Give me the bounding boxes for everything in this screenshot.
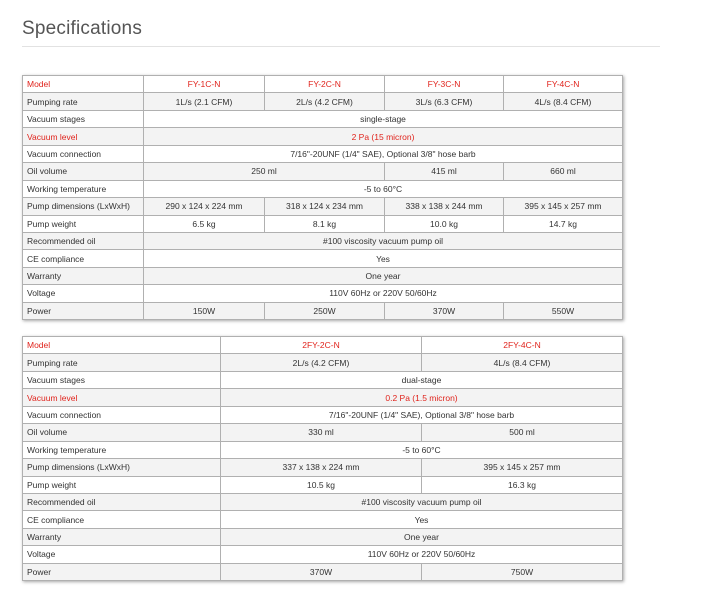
table-row: [23, 424, 623, 441]
row-label-vacuum-stages: Vacuum stages: [23, 110, 144, 127]
row-label-pump-weight: Pump weight: [23, 476, 221, 493]
table-row: [23, 180, 623, 197]
table-cell: -5 to 60°C: [144, 180, 623, 197]
row-label-power: Power: [23, 563, 221, 580]
table-cell: 250 ml: [144, 163, 385, 180]
table-row: [23, 441, 623, 458]
model-name: FY-2C-N: [265, 76, 385, 93]
row-label-pump-weight: Pump weight: [23, 215, 144, 232]
table-row: [23, 493, 623, 510]
table-row: [23, 128, 623, 145]
row-label-ce-compliance: CE compliance: [23, 511, 221, 528]
table-cell: 7/16"-20UNF (1/4" SAE), Optional 3/8" hose barb: [221, 406, 623, 423]
table-cell: 14.7 kg: [504, 215, 623, 232]
table-row: [23, 528, 623, 545]
model-name: FY-4C-N: [504, 76, 623, 93]
table-cell: 110V 60Hz or 220V 50/60Hz: [144, 285, 623, 302]
table-cell: 250W: [265, 302, 385, 319]
row-label-vacuum-connection: Vacuum connection: [23, 145, 144, 162]
table-cell: 750W: [422, 563, 623, 580]
table-cell: 10.0 kg: [385, 215, 504, 232]
model-name: FY-1C-N: [144, 76, 265, 93]
table-row: [23, 476, 623, 493]
table-cell: 2 Pa (15 micron): [144, 128, 623, 145]
table-row: [23, 285, 623, 302]
row-label-pump-dimensions: Pump dimensions (LxWxH): [23, 198, 144, 215]
table-cell: Yes: [221, 511, 623, 528]
row-label-recommended-oil: Recommended oil: [23, 493, 221, 510]
table-cell: 660 ml: [504, 163, 623, 180]
table-cell: #100 viscosity vacuum pump oil: [144, 232, 623, 249]
table-cell: 330 ml: [221, 424, 422, 441]
table-cell: #100 viscosity vacuum pump oil: [221, 493, 623, 510]
table-cell: 338 x 138 x 244 mm: [385, 198, 504, 215]
table-row: [23, 459, 623, 476]
row-label-pumping-rate: Pumping rate: [23, 93, 144, 110]
table-row: [23, 389, 623, 406]
spec-table-dual-stage: [22, 336, 623, 581]
table-cell: One year: [221, 528, 623, 545]
table-cell: 7/16"-20UNF (1/4" SAE), Optional 3/8" hose barb: [144, 145, 623, 162]
row-label-oil-volume: Oil volume: [23, 424, 221, 441]
table-cell: 150W: [144, 302, 265, 319]
table-row: [23, 76, 623, 93]
table-row: [23, 198, 623, 215]
row-label-recommended-oil: Recommended oil: [23, 232, 144, 249]
table-cell: -5 to 60°C: [221, 441, 623, 458]
row-label-warranty: Warranty: [23, 267, 144, 284]
table-cell: 3L/s (6.3 CFM): [385, 93, 504, 110]
table-cell: 395 x 145 x 257 mm: [504, 198, 623, 215]
table-row: [23, 163, 623, 180]
row-label-voltage: Voltage: [23, 285, 144, 302]
table-cell: 290 x 124 x 224 mm: [144, 198, 265, 215]
table-row: [23, 563, 623, 580]
table-cell: One year: [144, 267, 623, 284]
table-row: [23, 250, 623, 267]
row-label-oil-volume: Oil volume: [23, 163, 144, 180]
table-cell: 16.3 kg: [422, 476, 623, 493]
table-cell: 4L/s (8.4 CFM): [504, 93, 623, 110]
table-cell: 110V 60Hz or 220V 50/60Hz: [221, 546, 623, 563]
table-cell: 370W: [385, 302, 504, 319]
table-cell: 6.5 kg: [144, 215, 265, 232]
table-row: [23, 406, 623, 423]
row-label-working-temperature: Working temperature: [23, 180, 144, 197]
table-cell: 8.1 kg: [265, 215, 385, 232]
table-cell: 2L/s (4.2 CFM): [221, 354, 422, 371]
table-cell: 10.5 kg: [221, 476, 422, 493]
table-cell: 500 ml: [422, 424, 623, 441]
table-cell: 318 x 124 x 234 mm: [265, 198, 385, 215]
title-divider: [22, 46, 660, 47]
model-name: FY-3C-N: [385, 76, 504, 93]
row-label-model: Model: [23, 337, 221, 354]
model-name: 2FY-2C-N: [221, 337, 422, 354]
table-cell: 2L/s (4.2 CFM): [265, 93, 385, 110]
table-row: [23, 302, 623, 319]
row-label-vacuum-level: Vacuum level: [23, 128, 144, 145]
table-cell: 4L/s (8.4 CFM): [422, 354, 623, 371]
row-label-voltage: Voltage: [23, 546, 221, 563]
model-name: 2FY-4C-N: [422, 337, 623, 354]
table-row: [23, 371, 623, 388]
table-cell: 395 x 145 x 257 mm: [422, 459, 623, 476]
table-cell: 337 x 138 x 224 mm: [221, 459, 422, 476]
table-cell: 1L/s (2.1 CFM): [144, 93, 265, 110]
table-cell: single-stage: [144, 110, 623, 127]
row-label-working-temperature: Working temperature: [23, 441, 221, 458]
table-cell: dual-stage: [221, 371, 623, 388]
row-label-warranty: Warranty: [23, 528, 221, 545]
row-label-vacuum-connection: Vacuum connection: [23, 406, 221, 423]
table-cell: 370W: [221, 563, 422, 580]
table-row: [23, 93, 623, 110]
table-row: [23, 546, 623, 563]
table-row: [23, 337, 623, 354]
table-cell: 415 ml: [385, 163, 504, 180]
table-cell: 550W: [504, 302, 623, 319]
table-cell: Yes: [144, 250, 623, 267]
row-label-vacuum-stages: Vacuum stages: [23, 371, 221, 388]
table-row: [23, 267, 623, 284]
table-row: [23, 232, 623, 249]
row-label-pumping-rate: Pumping rate: [23, 354, 221, 371]
page-title: Specifications: [22, 17, 143, 39]
table-row: [23, 511, 623, 528]
table-row: [23, 145, 623, 162]
table-row: [23, 215, 623, 232]
row-label-vacuum-level: Vacuum level: [23, 389, 221, 406]
row-label-pump-dimensions: Pump dimensions (LxWxH): [23, 459, 221, 476]
spec-table-single-stage: [22, 75, 623, 320]
row-label-model: Model: [23, 76, 144, 93]
table-row: [23, 354, 623, 371]
table-row: [23, 110, 623, 127]
row-label-ce-compliance: CE compliance: [23, 250, 144, 267]
table-cell: 0.2 Pa (1.5 micron): [221, 389, 623, 406]
row-label-power: Power: [23, 302, 144, 319]
